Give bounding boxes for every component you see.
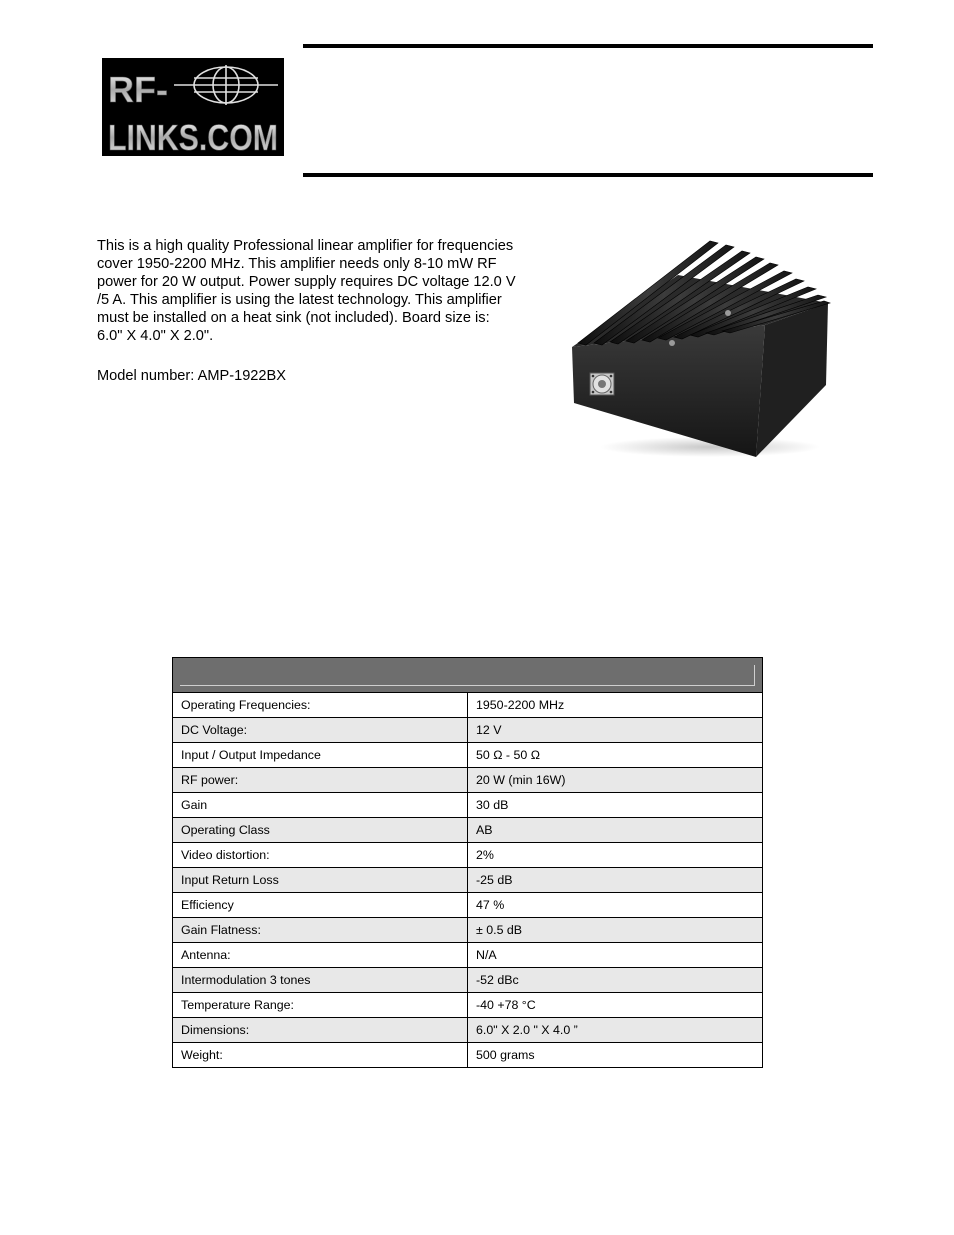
logo-text-line1: RF- [108, 69, 168, 110]
globe-icon [174, 65, 278, 105]
table-row [173, 718, 763, 743]
spec-label: Input / Output Impedance [173, 743, 468, 768]
table-row [173, 918, 763, 943]
amplifier-photo [560, 235, 832, 465]
spec-label: Weight: [173, 1043, 468, 1068]
table-row [173, 793, 763, 818]
model-number: Model number: AMP-1922BX [97, 368, 287, 384]
spec-value: 50 Ω - 50 Ω [468, 743, 763, 768]
spec-value: 500 grams [468, 1043, 763, 1068]
spec-value: N/A [468, 943, 763, 968]
spec-value: -40 +78 °C [468, 993, 763, 1018]
spec-label: Intermodulation 3 tones [173, 968, 468, 993]
spec-label: Video distortion: [173, 843, 468, 868]
spec-value: 47 % [468, 893, 763, 918]
header-rule-top [303, 44, 873, 48]
table-row [173, 943, 763, 968]
spec-label: Antenna: [173, 943, 468, 968]
table-header-bar [180, 665, 755, 686]
spec-value: 1950-2200 MHz [468, 693, 763, 718]
spec-label: Temperature Range: [173, 993, 468, 1018]
table-row [173, 693, 763, 718]
spec-value: -52 dBc [468, 968, 763, 993]
spec-label: Efficiency [173, 893, 468, 918]
spec-label: DC Voltage: [173, 718, 468, 743]
spec-value: 2% [468, 843, 763, 868]
spec-value: -25 dB [468, 868, 763, 893]
spec-label: Gain [173, 793, 468, 818]
spec-label: Operating Frequencies: [173, 693, 468, 718]
table-row [173, 843, 763, 868]
spec-value: 30 dB [468, 793, 763, 818]
company-logo [102, 58, 284, 156]
header-rule-bottom [303, 173, 873, 177]
spec-value: ± 0.5 dB [468, 918, 763, 943]
connector-icon [590, 373, 614, 395]
product-description: This is a high quality Professional linear amplifier for frequencies cover 1950-2200 MHz. This amplifier needs only 8-10 mW RF power for 20 W output. Power supply requires DC voltage 12.0 V /5 A. This amplifier is using the latest technology. This amplifier must be installed on a heat sink (not included). Board size is: 6.0" X 4.0" X 2.0". [97, 238, 516, 344]
spec-value: 12 V [468, 718, 763, 743]
table-row [173, 993, 763, 1018]
table-row [173, 1018, 763, 1043]
table-row [173, 768, 763, 793]
spec-label: Input Return Loss [173, 868, 468, 893]
spec-value: AB [468, 818, 763, 843]
spec-label: RF power: [173, 768, 468, 793]
spec-label: Dimensions: [173, 1018, 468, 1043]
table-row [173, 818, 763, 843]
spec-label: Operating Class [173, 818, 468, 843]
specifications-table [172, 657, 763, 1068]
table-row [173, 743, 763, 768]
spec-label: Gain Flatness: [173, 918, 468, 943]
table-row [173, 968, 763, 993]
spec-value: 20 W (min 16W) [468, 768, 763, 793]
spec-value: 6.0" X 2.0 " X 4.0 ” [468, 1018, 763, 1043]
table-header [173, 658, 763, 693]
table-row [173, 868, 763, 893]
logo-text-line2: LINKS.COM [108, 117, 278, 158]
table-row [173, 893, 763, 918]
table-row [173, 1043, 763, 1068]
